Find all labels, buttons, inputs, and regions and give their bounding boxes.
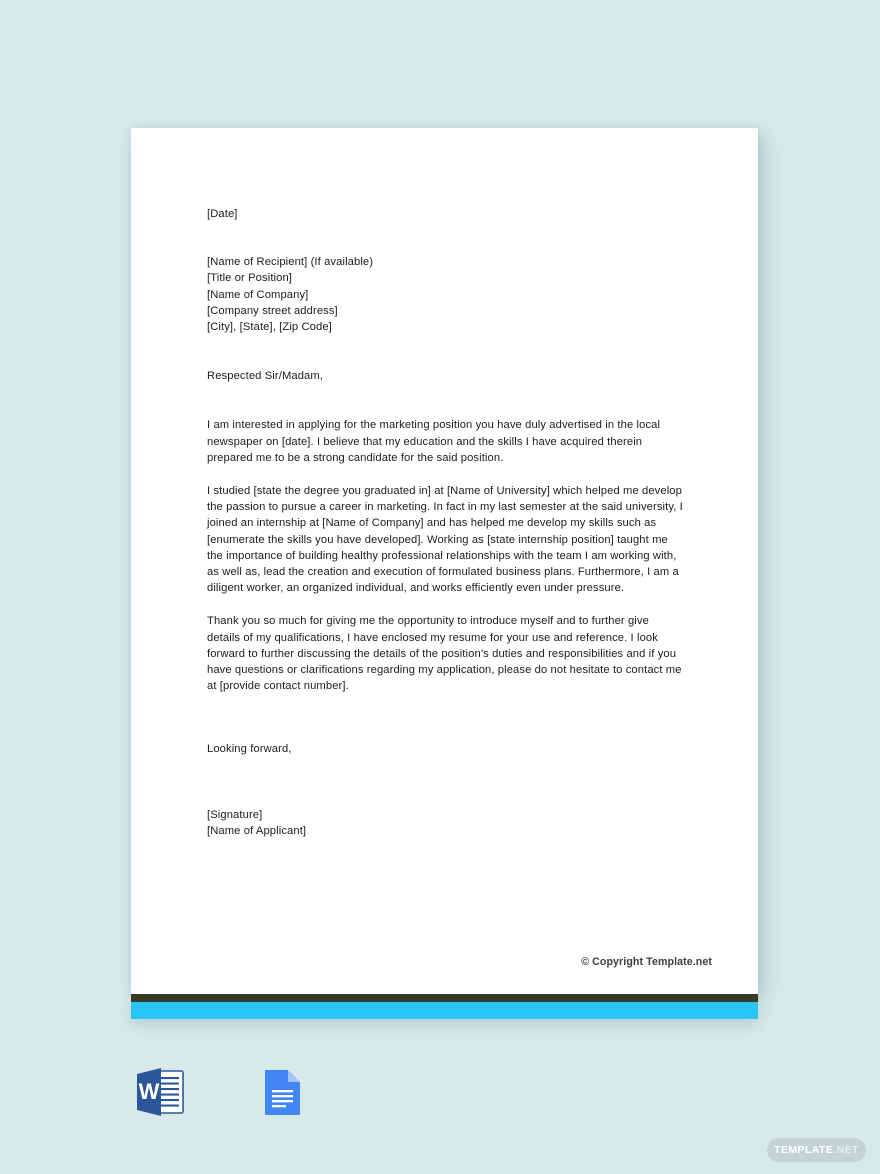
microsoft-word-icon[interactable]: [131, 1063, 189, 1121]
recipient-name: [Name of Recipient] (If available): [207, 256, 374, 269]
svg-text:W: W: [138, 1079, 160, 1104]
document-page: [131, 128, 758, 994]
recipient-street: [Company street address]: [207, 304, 338, 317]
recipient-title: [Title or Position]: [207, 272, 293, 285]
spacer: [207, 222, 683, 254]
letter-body: [207, 206, 683, 839]
google-docs-icon[interactable]: [252, 1063, 310, 1121]
recipient-city-state-zip: [City], [State], [Zip Code]: [207, 321, 332, 334]
spacer: [207, 694, 683, 741]
paragraph-3: Thank you so much for giving me the opportunity to introduce myself and to further give details of my qualifications, I have enclosed my resume for your use and reference. I look forward to further discussing the details of the position’s duties and responsibilities and if you have questions or clarifications regarding my application, please do not hesitate to contact me at [provide contact number].: [207, 615, 682, 693]
applicant-name-placeholder: [Name of Applicant]: [207, 824, 307, 837]
spacer: [207, 596, 683, 613]
date-line: [Date]: [207, 208, 238, 220]
watermark-text: TEMPLATE: [774, 1144, 834, 1156]
spacer: [207, 335, 683, 368]
signature-block: [207, 807, 683, 839]
copyright-notice: © Copyright Template.net: [581, 956, 712, 968]
signature-placeholder: [Signature]: [207, 808, 263, 821]
recipient-company: [Name of Company]: [207, 288, 309, 301]
closing-line: Looking forward,: [207, 743, 292, 756]
watermark-suffix: .NET: [833, 1144, 859, 1156]
spacer: [207, 466, 683, 483]
spacer: [207, 384, 683, 417]
accent-bar-dark: [131, 994, 758, 1002]
paragraph-1: I am interested in applying for the marketing position you have duly advertised in the local newspaper on [date]. I believe that my education and the skills I have acquired therein prepared me to be a strong candidate for the said position.: [207, 419, 661, 464]
template-net-watermark: [767, 1138, 866, 1162]
format-icons-row: [131, 1063, 310, 1121]
paragraph-2: I studied [state the degree you graduated in] at [Name of University] which helped me develop the passion to pursue a career in marketing. In fact in my last semester at the said university, I joined an internship at [Name of Company] and has helped me develop my skills such as [enumerate the skills you have developed]. Working as [state internship position] taught me the importance of building healthy professional relationships with the team I am working with, as well as, lead the creation and execution of formulated business plans. Furthermore, I am a diligent worker, an organized individual, and works efficiently even under pressure.: [207, 485, 683, 595]
accent-bar-blue: [131, 1002, 758, 1019]
salutation: Respected Sir/Madam,: [207, 370, 324, 383]
recipient-block: [207, 254, 683, 335]
spacer: [207, 758, 683, 807]
